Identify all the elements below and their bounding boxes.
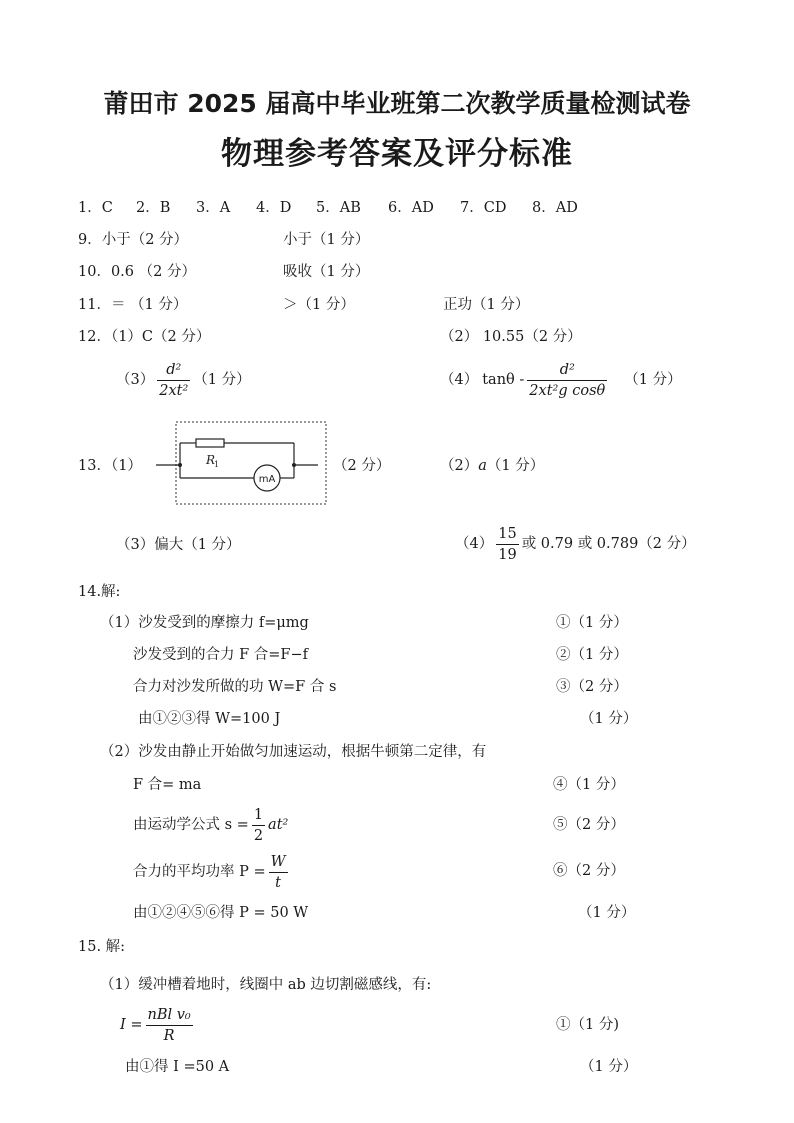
- mc-answer-3: 3．A: [196, 200, 231, 216]
- q11-part1: 11．＝ （1 分）: [78, 297, 188, 313]
- fraction-numerator: W: [269, 853, 288, 873]
- q14-p2-line4-score: ⑥（2 分）: [553, 863, 625, 879]
- q14-p1-line4: 由①②③得 W=100 J: [138, 711, 281, 727]
- q13-part4-fraction: [496, 525, 518, 564]
- mc-answer-4: 4．D: [256, 200, 292, 216]
- q12-part4-fraction: [527, 361, 607, 400]
- fraction-denominator: 2: [253, 827, 264, 844]
- q12-part3-label: （3）: [116, 372, 155, 388]
- q14-p2-line2: F 合= ma: [133, 777, 202, 793]
- fraction-numerator: nBl v₀: [146, 1006, 193, 1026]
- q13-part4-rest: 或 0.79 或 0.789（2 分）: [521, 536, 696, 552]
- q13-part2-variable: a: [478, 458, 487, 474]
- q14-p2-line1: （2）沙发由静止开始做匀加速运动，根据牛顿第二定律，有: [100, 744, 487, 760]
- q15-p1-line3: 由①得 I =50 A: [125, 1059, 230, 1075]
- fraction-numerator: d²: [157, 361, 190, 381]
- q14-p2-line3-fraction: [252, 806, 265, 845]
- fraction-denominator: 19: [498, 546, 517, 563]
- fraction-denominator: R: [163, 1027, 175, 1044]
- q13-part4: [455, 522, 696, 566]
- mc-answer-6: 6．AD: [388, 200, 434, 216]
- q13-part2-label: （2）: [440, 458, 479, 474]
- mc-answer-7: 7．CD: [460, 200, 507, 216]
- q15-p1-line2-lhs: I =: [120, 1017, 143, 1033]
- q14-p2-line5-score: （1 分）: [578, 905, 636, 921]
- q12-part4-label: （4）: [440, 372, 479, 388]
- q15-p1-line2-fraction: [146, 1006, 193, 1045]
- fraction-numerator: 15: [496, 525, 518, 545]
- q15-p1-line2-score: ①（1 分): [556, 1017, 619, 1033]
- q14-p1-line2: 沙发受到的合力 F 合=F−f: [133, 647, 309, 663]
- q14-p1-line2-score: ②（1 分）: [556, 647, 628, 663]
- q12-part2: （2） 10.55（2 分）: [440, 329, 582, 345]
- q14-p1-line1-score: ①（1 分）: [556, 615, 628, 631]
- q14-p2-line4-text: 合力的平均功率 P =: [133, 864, 266, 880]
- q12-part3-score: （1 分）: [193, 372, 251, 388]
- dashed-box: [176, 422, 326, 504]
- q15-p1-line1: （1）缓冲槽着地时，线圈中 ab 边切割磁感线，有:: [100, 977, 432, 993]
- q15-p1-line2: [120, 1003, 196, 1047]
- q12-part4-left: tanθ -: [482, 372, 525, 388]
- mc-answer-1: 1．C: [78, 200, 113, 216]
- fraction-numerator: d²: [527, 361, 607, 381]
- q13-part2: [440, 457, 544, 475]
- q14-p1-line3-score: ③（2 分）: [556, 679, 628, 695]
- q13-part2-score: （1 分）: [486, 458, 545, 474]
- resistor-icon: [196, 439, 224, 447]
- q14-p2-line3-text: 由运动学公式 s =: [133, 817, 249, 833]
- q14-p2-line3-tail: at²: [268, 817, 289, 833]
- q14-p2-line4-fraction: [269, 853, 288, 892]
- mc-answer-5: 5．AB: [316, 200, 361, 216]
- fraction-denominator: t: [275, 874, 281, 891]
- q15-heading: 15. 解:: [78, 939, 126, 955]
- q11-part3: 正功（1 分）: [443, 297, 530, 313]
- q13-part1-label: 13．（1）: [78, 458, 142, 474]
- resistor-label: R: [206, 453, 216, 467]
- page-title: 莆田市 2025 届高中毕业班第二次教学质量检测试卷: [103, 89, 691, 118]
- q13-part3: （3）偏大（1 分）: [116, 537, 241, 553]
- fraction-numerator: 1: [252, 806, 265, 826]
- q13-part4-label: （4）: [455, 536, 494, 552]
- q15-p1-line3-score: （1 分）: [580, 1059, 638, 1075]
- mc-answer-2: 2．B: [136, 200, 171, 216]
- circuit-diagram: [150, 420, 330, 510]
- q9-part2: 小于（1 分）: [283, 232, 370, 248]
- q14-p2-line4: [133, 850, 291, 894]
- q14-p1-line4-score: （1 分）: [580, 711, 638, 727]
- q12-part1: 12．（1）C（2 分）: [78, 329, 211, 345]
- q10-part1: 10．0.6 （2 分）: [78, 264, 196, 280]
- q13-part1-score: （2 分）: [333, 458, 391, 474]
- q12-part4-score: （1 分）: [624, 372, 682, 388]
- resistor-subscript: 1: [214, 460, 220, 469]
- q14-p2-line3-score: ⑤（2 分）: [553, 817, 625, 833]
- q14-p2-line3: [133, 803, 288, 847]
- q11-part2: ＞（1 分）: [283, 297, 355, 313]
- page-subtitle: 物理参考答案及评分标准: [221, 136, 573, 172]
- q14-p1-line1: （1）沙发受到的摩擦力 f=μmg: [100, 615, 309, 631]
- q14-p2-line5: 由①②④⑤⑥得 P = 50 W: [133, 905, 309, 921]
- q12-part3: [116, 358, 251, 402]
- q12-part3-fraction: [157, 361, 190, 400]
- q10-part2: 吸收（1 分）: [283, 264, 370, 280]
- mc-answer-8: 8．AD: [532, 200, 578, 216]
- q14-p2-line2-score: ④（1 分）: [553, 777, 625, 793]
- q14-heading: 14.解:: [78, 584, 121, 600]
- q9-part1: 9．小于（2 分）: [78, 232, 189, 248]
- meter-label: mA: [258, 474, 276, 485]
- q14-p1-line3: 合力对沙发所做的功 W=F 合 s: [133, 679, 337, 695]
- q12-part4: [440, 358, 682, 402]
- fraction-denominator: 2xt²: [159, 382, 189, 399]
- fraction-denominator: 2xt²g cosθ: [529, 382, 606, 399]
